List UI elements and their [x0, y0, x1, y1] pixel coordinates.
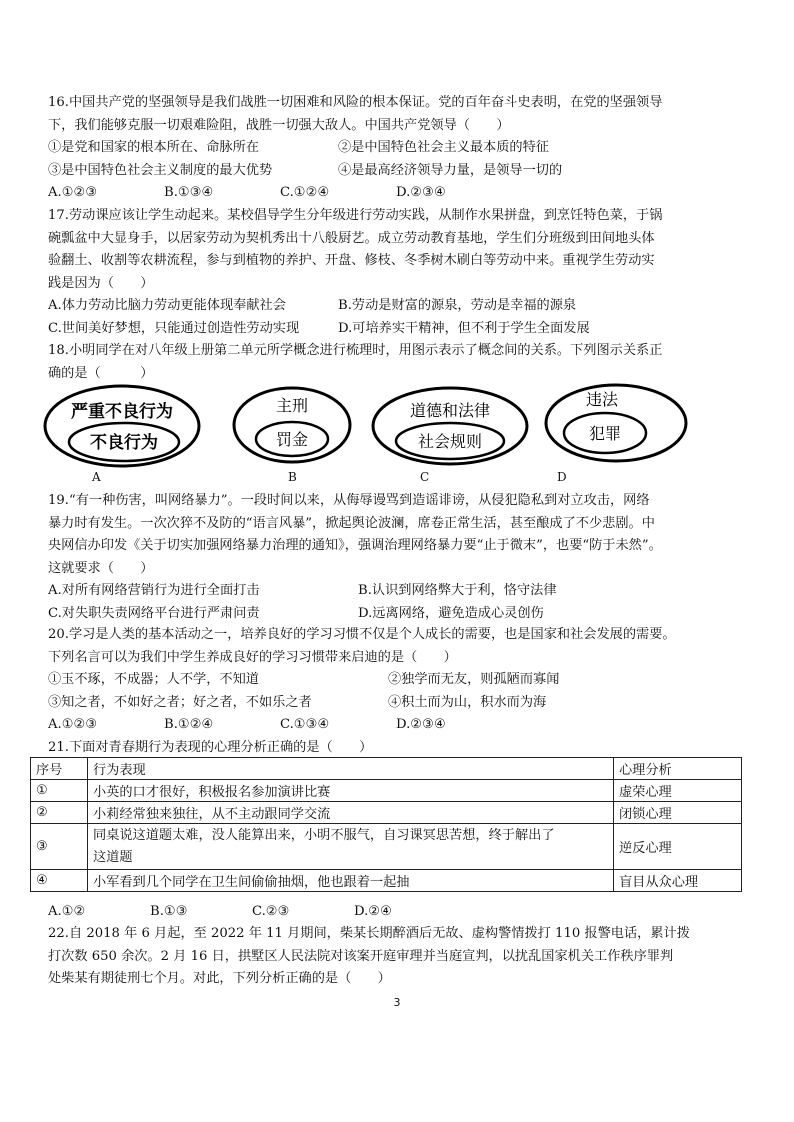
q16-statement-4: ④是最高经济领导力量，是领导一切的: [338, 162, 563, 178]
q20-option-a: A.①②③: [48, 717, 98, 733]
page-number: 3: [393, 996, 401, 1009]
diagram-c: [373, 388, 527, 464]
question-22: [48, 923, 748, 991]
q17-option-b: B.劳动是财富的源泉，劳动是幸福的源泉: [338, 298, 577, 314]
header-analysis: 心理分析: [614, 758, 742, 780]
q20-statement-1: ①玉不琢，不成器；人不学，不知道: [48, 672, 259, 688]
q17-stem: 碗瓢盆中大显身手，以居家劳动为契机秀出十八般厨艺。成立劳动教育基地，学生们分班级到田间地头体: [48, 230, 655, 246]
diagram-b-outer-label: 主刑: [275, 396, 309, 415]
q20-statements-row: [48, 692, 748, 715]
q16-statement-2: ②是中国特色社会主义最本质的特征: [338, 140, 549, 156]
q20-stem: 20.学习是人类的基本活动之一，培养良好的学习习惯不仅是个人成长的需要，也是国家和社会发展的需要。: [48, 627, 676, 642]
question-20: [48, 624, 748, 760]
q22-stem: 22.自 2018 年 6 月起，至 2022 年 11 月期间，柴某长期醉酒后无故、虚构警情拨打 110 报警电话，累计拨: [48, 926, 690, 941]
q16-option-b: B.①③④: [164, 185, 214, 201]
q19-stem: 暴力时有发生。一次次猝不及防的“语言风暴”，掀起舆论波澜，席卷正常生活，甚至酿成了不少悲剧。中: [48, 515, 655, 531]
q16-options: [48, 182, 748, 205]
row-behavior-line: 同桌说这道题太难，没人能算出来，小明不服气，自习课冥思苦想，终于解出了: [93, 827, 555, 843]
q16-option-d: D.②③④: [396, 185, 446, 201]
q22-stem: 打次数 650 余次。2 月 16 日，拱墅区人民法院对该案开庭审理并当庭宣判，以扰乱国家机关工作秩序罪判: [48, 948, 674, 964]
q20-stem: 下列名言可以为我们中学生养成良好的学习习惯带来启迪的是（ ）: [48, 649, 457, 665]
q16-stem: 16.中国共产党的坚强领导是我们战胜一切困难和风险的根本保证。党的百年奋斗史表明，在党的坚强领导: [48, 95, 663, 110]
q21-options: [48, 901, 748, 924]
q19-options-row: [48, 603, 748, 626]
q22-stem: 处柴某有期徒刑七个月。对此，下列分析正确的是（ ）: [48, 971, 391, 987]
q17-options-row: [48, 295, 748, 318]
row-no: ②: [31, 802, 88, 824]
table-row: [31, 824, 742, 870]
q20-statement-3: ③知之者，不如好之者；好之者，不如乐之者: [48, 694, 312, 710]
diagram-c-letter: C: [420, 470, 430, 484]
q21-option-d: D.②④: [354, 904, 392, 919]
q16-statements-row: [48, 137, 748, 160]
table-row: [31, 802, 742, 824]
q17-stem: 17.劳动课应该让学生动起来。某校倡导学生分年级进行劳动实践，从制作水果拼盘，到烹饪特色菜，于锅: [48, 208, 663, 223]
q19-option-b: B.认识到网络弊大于利，恪守法律: [358, 583, 557, 599]
row-no: ③: [31, 824, 88, 870]
q16-statement-3: ③是中国特色社会主义制度的最大优势: [48, 162, 273, 178]
diagram-b-inner-label: 罚金: [275, 430, 309, 449]
question-16: [48, 92, 748, 205]
q20-option-b: B.①②④: [164, 717, 214, 733]
q20-statement-4: ④积土而为山，积水而为海: [388, 694, 547, 710]
row-analysis: 盲目从众心理: [614, 870, 742, 892]
row-analysis: 闭锁心理: [614, 802, 742, 824]
diagram-a-letter: A: [92, 470, 101, 484]
q17-option-c: C.世间美好梦想，只能通过创造性劳动实现: [48, 320, 300, 336]
q17-stem: 验翻土、收割等农耕流程，参与到植物的养护、开盘、修枝、冬季树木刷白等劳动中来。重视学生劳动实: [48, 253, 655, 269]
q19-option-d: D.远离网络，避免造成心灵创伤: [358, 605, 544, 621]
diagram-b: [234, 388, 350, 462]
diagram-a: [45, 386, 199, 466]
diagram-a-outer-label: 严重不良行为: [71, 402, 173, 422]
table-row: [31, 870, 742, 892]
diagram-b-letter: B: [288, 470, 297, 484]
diagram-d: [546, 385, 686, 461]
q19-option-c: C.对失职失责网络平台进行严肃问责: [48, 605, 260, 621]
q21-option-b: B.①③: [150, 904, 188, 919]
q21-stem: 21.下面对青春期行为表现的心理分析正确的是（ ）: [48, 739, 373, 755]
table-header-row: [31, 758, 742, 780]
row-no: ①: [31, 780, 88, 802]
row-analysis: 逆反心理: [614, 824, 742, 870]
diagram-d-outer-label: 违法: [585, 390, 619, 409]
diagram-a-inner-label: 不良行为: [90, 433, 158, 453]
q17-option-d: D.可培养实干精神，但不利于学生全面发展: [338, 320, 590, 336]
row-behavior-line: 这道题: [93, 849, 133, 865]
diagram-c-outer-ellipse: [373, 388, 527, 464]
diagram-c-outer-label: 道德和法律: [409, 401, 491, 420]
header-no: 序号: [31, 758, 88, 780]
q18-stem: 确的是（ ）: [48, 365, 154, 381]
row-no: ④: [31, 870, 88, 892]
q17-options-row: [48, 318, 748, 341]
question-18: [48, 340, 748, 385]
diagram-a-outer-ellipse: [45, 386, 199, 466]
row-behavior: [88, 824, 614, 870]
q19-stem: 19.“有一种伤害，叫网络暴力”。一段时间以来，从侮辱谩骂到造谣诽谤，从侵犯隐私到对立攻击，网络: [48, 493, 650, 508]
q17-stem: 践是因为（ ）: [48, 275, 154, 291]
q19-stem: 央网信办印发《关于切实加强网络暴力治理的通知》，强调治理网络暴力要“止于微末”，也要“防于未然”。: [48, 538, 662, 554]
diagram-d-letter: D: [557, 470, 567, 484]
table-row: [31, 780, 742, 802]
question-19: [48, 490, 748, 626]
q21-options-block: [48, 901, 748, 924]
question-17: [48, 205, 748, 341]
header-behavior: 行为表现: [88, 758, 614, 780]
q16-stem: 下，我们能够克服一切艰难险阻，战胜一切强大敌人。中国共产党领导（ ）: [48, 117, 510, 133]
row-analysis: 虚荣心理: [614, 780, 742, 802]
row-behavior: 小莉经常独来独往，从不主动跟同学交流: [88, 802, 614, 824]
q21-option-c: C.②③: [252, 904, 290, 919]
q16-statements-row: [48, 160, 748, 183]
q20-statement-2: ②独学而无友，则孤陋而寡闻: [388, 672, 560, 688]
q20-option-d: D.②③④: [396, 717, 446, 733]
q21-option-a: A.①②: [48, 904, 86, 919]
q20-option-c: C.①③④: [280, 717, 330, 733]
q16-statement-1: ①是党和国家的根本所在、命脉所在: [48, 140, 259, 156]
q16-option-a: A.①②③: [48, 185, 98, 201]
row-behavior: 小军看到几个同学在卫生间偷偷抽烟，他也跟着一起抽: [88, 870, 614, 892]
q19-stem: 这就要求（ ）: [48, 560, 154, 576]
q20-statements-row: [48, 669, 748, 692]
diagram-c-inner-label: 社会规则: [417, 432, 483, 451]
q19-options-row: [48, 580, 748, 603]
diagram-d-inner-label: 犯罪: [588, 424, 622, 443]
q17-option-a: A.体力劳动比脑力劳动更能体现奉献社会: [48, 298, 286, 314]
q20-options: [48, 714, 748, 737]
q18-diagrams: [42, 383, 742, 483]
q21-table: [30, 757, 742, 892]
q16-option-c: C.①②④: [280, 185, 330, 201]
row-behavior: 小英的口才很好，积极报名参加演讲比赛: [88, 780, 614, 802]
q18-stem: 18.小明同学在对八年级上册第二单元所学概念进行梳理时，用图示表示了概念间的关系。下列图示关系正: [48, 343, 663, 358]
q19-option-a: A.对所有网络营销行为进行全面打击: [48, 583, 260, 599]
